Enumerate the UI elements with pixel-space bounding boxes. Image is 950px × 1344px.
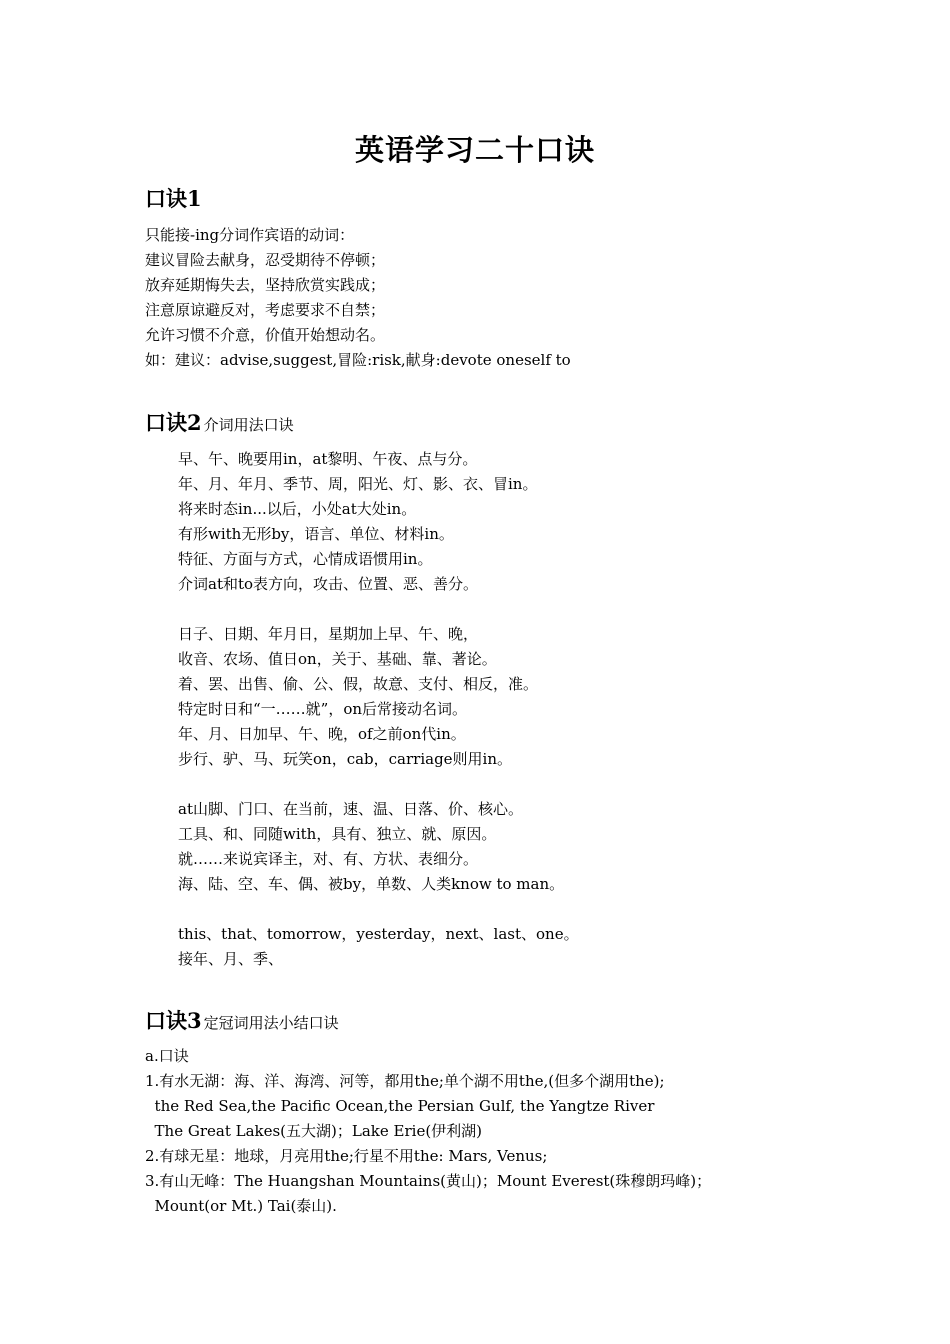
section-heading-text: 口诀1	[145, 186, 202, 211]
text-line: 允许习惯不介意，价值开始想动名。	[145, 326, 386, 344]
text-line: 早、午、晚要用in，at黎明、午夜、点与分。	[178, 450, 478, 468]
section-body-1	[145, 223, 571, 373]
text-line: 注意原谅避反对，考虑要求不自禁；	[145, 301, 386, 319]
section-heading-1	[145, 184, 204, 216]
text-line: 如：建议：advise,suggest,冒险:risk,献身:devote oneself to	[145, 351, 571, 369]
text-line: 放弃延期悔失去，坚持欣赏实践成；	[145, 276, 386, 294]
blank-line	[178, 897, 579, 922]
text-line: 3.有山无峰：The Huangshan Mountains(黄山)；Mount Everest(珠穆朗玛峰)；	[145, 1172, 712, 1190]
text-line: 1.有水无湖：海、洋、海湾、河等，都用the;单个湖不用the,(但多个湖用the);	[145, 1072, 665, 1090]
section-subtitle: 介词用法口诀	[203, 416, 294, 434]
text-line: 特定时日和“一……就”，on后常接动名词。	[178, 700, 468, 718]
text-line: 日子、日期、年月日，星期加上早、午、晚，	[178, 625, 479, 643]
text-line: this、that、tomorrow，yesterday，next、last、one。	[178, 925, 579, 943]
section-heading-2	[145, 408, 294, 440]
text-line: 介词at和to表方向，攻击、位置、恶、善分。	[178, 575, 479, 593]
text-line: a.口诀	[145, 1047, 189, 1065]
text-line: Mount(or Mt.) Tai(泰山).	[145, 1197, 337, 1215]
text-line: the Red Sea,the Pacific Ocean,the Persian Gulf, the Yangtze River	[145, 1097, 655, 1115]
text-line: 特征、方面与方式，心情成语惯用in。	[178, 550, 433, 568]
text-line: 有形with无形by，语言、单位、材料in。	[178, 525, 454, 543]
section-subtitle: 定冠词用法小结口诀	[203, 1014, 339, 1032]
text-line: 着、罢、出售、偷、公、假，故意、支付、相反，准。	[178, 675, 539, 693]
text-line: 年、月、年月、季节、周，阳光、灯、影、衣、冒in。	[178, 475, 538, 493]
section-heading-text: 口诀3	[145, 1008, 202, 1033]
text-line: 海、陆、空、车、偶、被by，单数、人类know to man。	[178, 875, 565, 893]
text-line: 收音、农场、值日on，关于、基础、靠、著论。	[178, 650, 497, 668]
section-heading-text: 口诀2	[145, 410, 202, 435]
document-title: 英语学习二十口诀	[354, 133, 595, 167]
section-body-2	[178, 447, 579, 972]
section-heading-3	[145, 1006, 339, 1038]
text-line: 接年、月、季、	[178, 950, 284, 968]
text-line: 2.有球无星：地球，月亮用the;行星不用the: Mars, Venus;	[145, 1147, 548, 1165]
text-line: at山脚、门口、在当前，速、温、日落、价、核心。	[178, 800, 523, 818]
text-line: The Great Lakes(五大湖)；Lake Erie(伊利湖)	[145, 1122, 483, 1140]
text-line: 步行、驴、马、玩笑on，cab，carriage则用in。	[178, 750, 513, 768]
text-line: 将来时态in...以后，小处at大处in。	[178, 500, 417, 518]
blank-line	[178, 772, 579, 797]
text-line: 工具、和、同随with，具有、独立、就、原因。	[178, 825, 497, 843]
blank-line	[178, 597, 579, 622]
section-body-3	[145, 1044, 711, 1219]
text-line: 只能接-ing分词作宾语的动词：	[145, 226, 355, 244]
text-line: 建议冒险去献身，忍受期待不停顿；	[145, 251, 386, 269]
text-line: 年、月、日加早、午、晚，of之前on代in。	[178, 725, 466, 743]
text-line: 就……来说宾译主，对、有、方状、表细分。	[178, 850, 479, 868]
